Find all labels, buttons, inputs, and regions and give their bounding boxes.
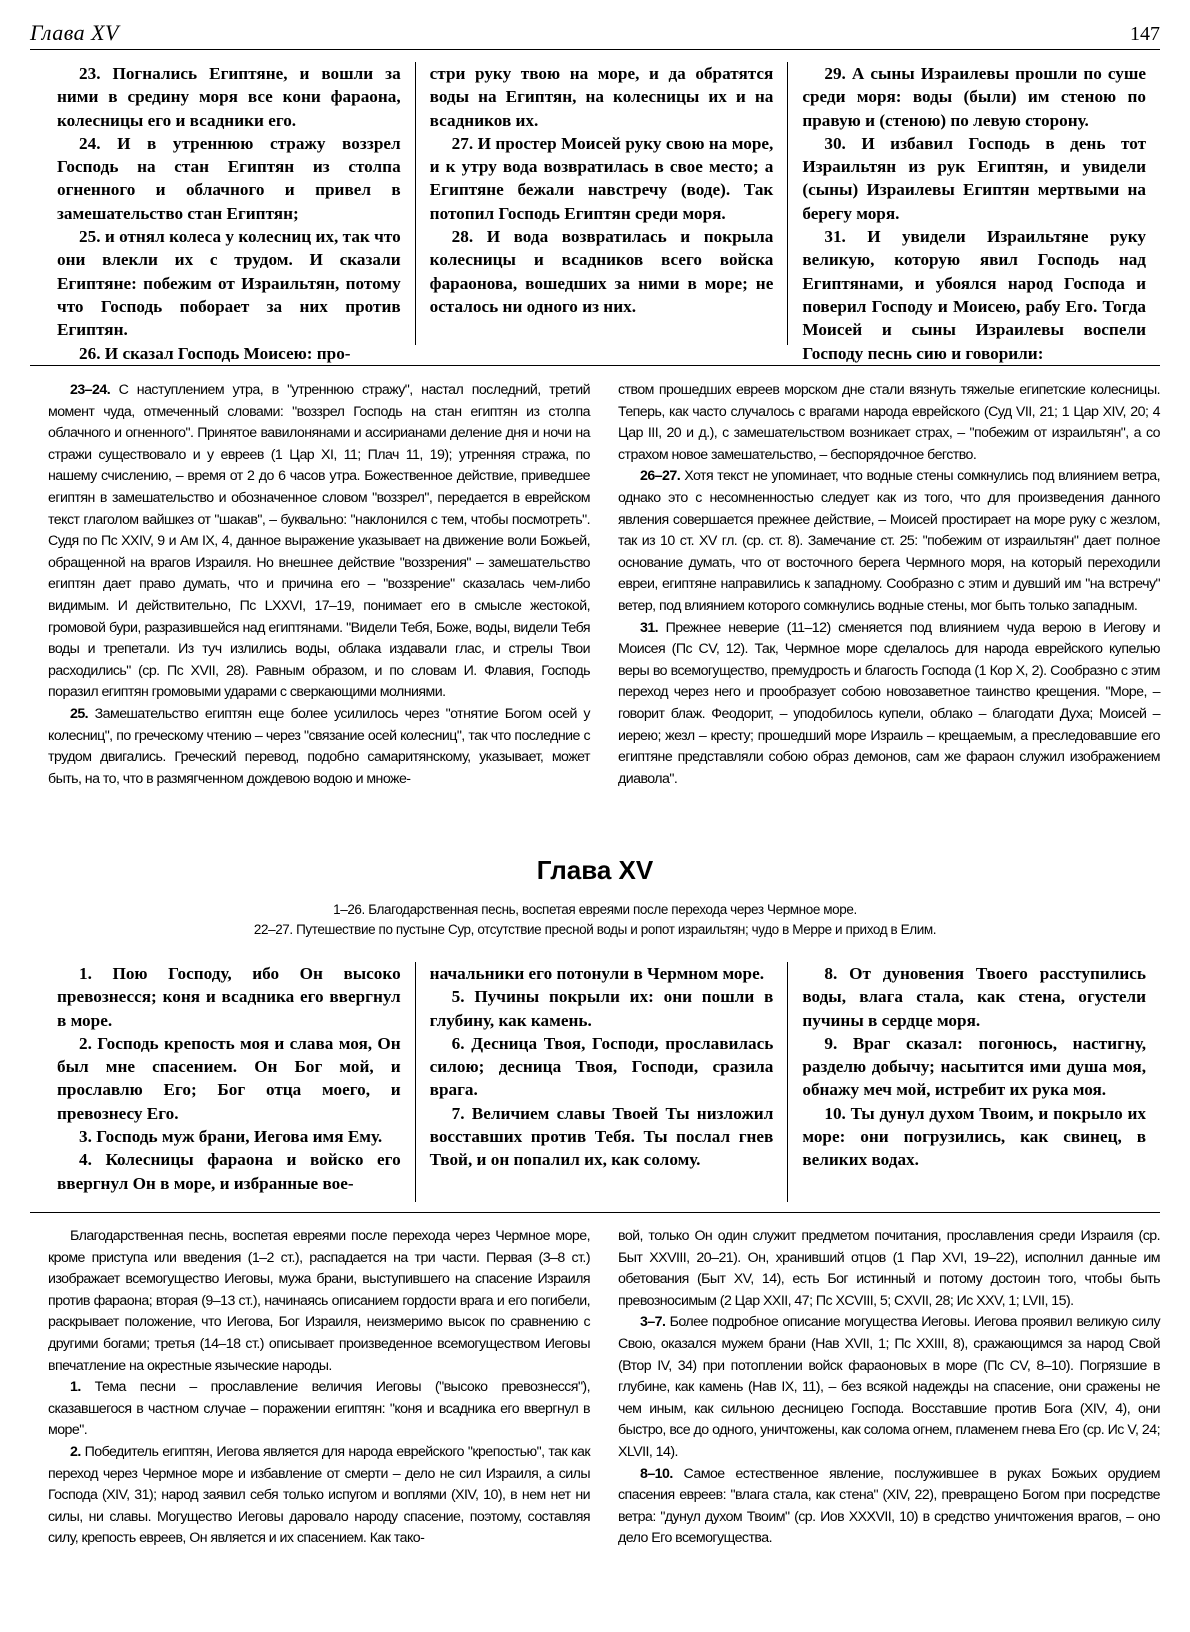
commentary-paragraph xyxy=(618,1312,1160,1463)
commentary-ref: 1. xyxy=(70,1379,81,1396)
verse-1: 1. Пою Господу, ибо Он высоко превознесся; коня и всадника его ввергнул в море. xyxy=(57,964,401,1030)
verse-10: 10. Ты дунул духом Твоим, и покрыло их море: они погрузились, как свинец, в великих водах. xyxy=(802,1103,1147,1170)
chapter-summary-line-2: 22–27. Путешествие по пустыне Сур, отсутствие пресной воды и ропот израильтян; чудо в Мерре и приход в Елим. xyxy=(253,922,937,937)
song-verses-col-1 xyxy=(45,962,415,1202)
commentary-continuation: вой, только Он один служит предметом почитания, прославления среди Израиля (ср. Быт XXVIII, 20–21). Он, хранивший отцов (1 Пар XVI, 19–22), исполнил данные им обетования (Быт XV, 14), есть Бог истинный и потому достоин того, чтобы быть превозносимым (2 Цар XXII, 47; Пс XCVIII, 5; CXVII, 28; Ис XXV, 1; LVII, 15). xyxy=(618,1228,1160,1309)
top-commentary-col-2 xyxy=(618,380,1160,830)
verse-28: 28. И вода возвратилась и покрыла колесницы и всадников всего войска фараонова, вошедших за ними в море; не осталось ни одного из них. xyxy=(429,227,774,316)
commentary-text: Прежнее неверие (11–12) сменяется под влиянием чуда верою в Иегову и Моисея (Пс CV, 12). Так, Чермное море сделалось для народа еврейского купелью веры во всемогущество, премудрость и благость Господа (1 Кор X, 2). Сообразно с этим переход через него и прообразует собою новозаветное таинство крещения. "Море, – говорит блаж. Феодорит, – уподобилось купели, облако – благодати Духа; Моисей – иерею; жезл – кресту; прошедший море Израиль – крещаемым, а преследовавшие его египтяне представляли собою образ демонов, сам же фараон служил изображением диавола". xyxy=(618,619,1160,787)
chapter-title: Глава XV xyxy=(536,855,654,885)
commentary-ref: 2. xyxy=(70,1443,81,1460)
chapter-summary xyxy=(0,900,1190,940)
song-verses xyxy=(45,962,1160,1202)
bottom-commentary xyxy=(48,1226,1160,1626)
commentary-ref: 26–27. xyxy=(640,468,681,485)
commentary-ref: 8–10. xyxy=(640,1465,673,1482)
commentary-text: Замешательство египтян еще более усилилось через "отнятие Богом осей у колесниц", по греческому чтению – через "связание осей колесниц", так что последние с трудом двигались. Греческий перевод, подобно самаритянскому, указывает, может быть, на то, что в размягченном дождевою водою и множе- xyxy=(48,705,590,787)
verse-31: 31. И увидели Израильтяне руку великую, которую явил Господь над Египтянами, и убоялся народ Господа и поверил Господу и Моисею, рабу Его. Тогда Моисей и сыны Израилевы воспели Господу песнь сию и говорили: xyxy=(802,227,1147,363)
top-verses-col-2 xyxy=(415,62,788,345)
commentary-ref: 3–7. xyxy=(640,1314,666,1331)
verse-25: 25. и отнял колеса у колесниц их, так что они влекли их с трудом. И сказали Египтяне: побежим от Израильтян, потому что Господь поборает за них против Египтян. xyxy=(57,227,401,340)
commentary-paragraph xyxy=(48,380,590,704)
bottom-commentary-col-2 xyxy=(618,1226,1160,1626)
top-commentary-col-1 xyxy=(48,380,590,830)
verse-6: 6. Десница Твоя, Господи, прославилась силою; десница Твоя, Господи, сразила врага. xyxy=(429,1033,774,1100)
verse-27: 27. И простер Моисей руку свою на море, и к утру вода возвратилась в свое место; а Египтяне бежали навстречу (воде). Так потопил Господь Египтян среди моря. xyxy=(429,133,774,223)
verse-26-continuation: стри руку твою на море, и да обратятся воды на Египтян, на колесницы их и на всадников их. xyxy=(429,64,774,130)
commentary-text: Хотя текст не упоминает, что водные стены сомкнулись под влиянием ветра, однако это с несомненностью следует как из того, что для произведения данного явления совершается прежнее действие, – Моисей простирает на море руку с жезлом, так из 10 ст. XV гл. (ср. ст. 8). Замечание ст. 25: "побежим от израильтян" дает полное основание думать, что от восточного берега Чермного моря, на который переходили евреи, египтяне направились к западному. Сообразно с этим и дувший им "на встречу" ветер, под влиянием которого сомкнулись водные стены, мог быть только западным. xyxy=(618,468,1160,614)
song-verses-col-2 xyxy=(415,962,788,1202)
divider-rule xyxy=(30,365,1160,366)
verse-8: 8. От дуновения Твоего расступились воды, влага стала, как стена, огустели пучины в сердце моря. xyxy=(802,964,1147,1030)
commentary-ref: 23–24. xyxy=(70,382,111,398)
verse-4: 4. Колесницы фараона и войско его ввергнул Он в море, и избранные вое- xyxy=(57,1150,401,1193)
commentary-text: С наступлением утра, в "утреннюю стражу", настал последний, третий момент чуда, отмеченный словами: "воззрел Господь на стан египтян из столпа облачного и огненного". Принятое вавилонянами и ассирианами деление дня и ночи на стражи существовало и у евреев (1 Цар XI, 11; Плач 11, 19); утренняя стража, по нашему счислению, – время от 2 до 6 часов утра. Божественное действие, приведшее египтян в замешательство и обозначенное словом "воззрел", передается в еврейском текст глаголом вайшкез от "шакав", – буквально: "наклонился с тем, чтобы посмотреть". Судя по Пс XXIV, 9 и Ам IX, 4, данное выражение указывает на движение воли Божьей, обращенной на врагов Израиля. Но внешнее действие "воззрения" – замешательство египтян дает право думать, что и причина его – "воззрение" сказалась чем-либо видимым. И действительно, Пс LXXVI, 17–19, понимает его в смысле жестокой, громовой бури, разразившейся над египтянами. "Видели Тебя, Боже, воды, видели Тебя воды и трепетали. Из туч излились воды, облака издавали глас, и стрелы Твои расходились" (ср. Пс XVII, 28). Равным образом, и по словам И. Флавия, Господь поразил египтян громовыми ударами с сверкающими молниями. xyxy=(48,382,590,701)
commentary-paragraph xyxy=(48,704,590,790)
top-verses-col-3 xyxy=(787,62,1160,363)
commentary-paragraph xyxy=(618,1464,1160,1550)
verse-24: 24. И в утреннюю стражу воззрел Господь на стан Египтян из столпа огненного и облачного и привел в замешательство стан Египтян; xyxy=(57,133,401,223)
commentary-text: Самое естественное явление, послужившее в руках Божьих орудием спасения евреев: "влага стала, как стена" (XIV, 22), превращено Богом при посредстве ветра: "дунул духом Твоим" (ср. Иов XXXVII, 10) в средство уничтожения врагов, – оно дело Его всемогущества. xyxy=(618,1465,1160,1547)
verse-7: 7. Величием славы Твоей Ты низложил восставших против Тебя. Ты послал гнев Твой, и он попалил их, как солому. xyxy=(429,1103,774,1170)
divider-rule xyxy=(30,1212,1160,1213)
song-verses-col-3 xyxy=(787,962,1160,1202)
running-head: Глава XV xyxy=(30,20,119,45)
commentary-ref: 25. xyxy=(70,705,89,722)
commentary-paragraph xyxy=(48,1442,590,1550)
top-verses-col-1 xyxy=(45,62,415,363)
chapter-summary-line-1: 1–26. Благодарственная песнь, воспетая евреями после перехода через Чермное море. xyxy=(333,902,857,917)
page-number: 147 xyxy=(1130,23,1160,45)
commentary-paragraph xyxy=(618,618,1160,791)
top-verses xyxy=(45,62,1160,363)
verse-5: 5. Пучины покрыли их: они пошли в глубину, как камень. xyxy=(429,987,774,1030)
commentary-text: Победитель египтян, Иегова является для народа еврейского "крепостью", так как переход через Чермное море и избавление от смерти – дело не сил Израиля, а силы Господа (XIV, 31); народ заявил себя только испугом и воплями (XIV, 10), в нем нет ни силы, ни славы. Могущество Иеговы даровало народу спасение, поэтому, составляя силу, крепость евреев, Он является и их спасением. Как тако- xyxy=(48,1443,590,1547)
verse-3: 3. Господь муж брани, Иегова имя Ему. xyxy=(79,1127,383,1147)
verse-26: 26. И сказал Господь Моисею: про- xyxy=(79,343,351,363)
commentary-text: Более подробное описание могущества Иеговы. Иегова проявил великую силу Свою, оказался мужем брани (Нав XVII, 1; Пс XXIII, 8), сражающимся за народ Свой (Втор IV, 34) при потоплении войск фараоновых в море (Пс CV, 8–10). Погрязшие в глубине, как камень (Нав IX, 11), – без всякой надежды на спасение, они сражены не чем иным, как сильною десницею Господа. Восставшие против Бога (XIV, 4), они быстро, все до одного, уничтожены, как солома огнем, пламенем гнева Его (ср. Ис V, 24; XLVII, 14). xyxy=(618,1314,1160,1460)
commentary-ref: 31. xyxy=(640,619,659,636)
verse-30: 30. И избавил Господь в день тот Израильтян из рук Египтян, и увидели (сыны) Израилевы Египтян мертвыми на берегу моря. xyxy=(802,133,1147,223)
commentary-paragraph xyxy=(618,466,1160,617)
commentary-paragraph xyxy=(48,1377,590,1442)
commentary-intro: Благодарственная песнь, воспетая евреями после перехода через Чермное море, кроме приступа или введения (1–2 ст.), распадается на три части. Первая (3–8 ст.) изображает всемогущество Иеговы, мужа брани, выступившего на спасение Израиля против фараона; вторая (9–13 ст.), начинаясь описанием гордости врага и его погибели, раскрывает положение, что Иегова, Бог Израиля, неизмеримо высок по сравнению с другими богами; третья (14–18 ст.) описывает произведенное всемогуществом Иеговы впечатление на окрестные языческие народы. xyxy=(48,1228,590,1374)
verse-2: 2. Господь крепость моя и слава моя, Он был мне спасением. Он Бог мой, и прославлю Его; Бог отца моего, и превознесу Его. xyxy=(57,1033,401,1123)
verse-4-continuation: начальники его потонули в Чермном море. xyxy=(429,964,765,983)
bottom-commentary-col-1 xyxy=(48,1226,590,1626)
verse-29: 29. А сыны Израилевы прошли по суше среди моря: воды (были) им стеною по правую и (стеною) по левую сторону. xyxy=(802,64,1147,130)
page-header xyxy=(30,18,1160,50)
commentary-text: Тема песни – прославление величия Иеговы ("высоко превознесся"), сказавшегося в частном случае – поражении египтян: "коня и всадника его ввергнул в море". xyxy=(48,1379,590,1439)
verse-23: 23. Погнались Египтяне, и вошли за ними в средину моря все кони фараона, колесницы его и всадники его. xyxy=(57,64,401,130)
verse-9: 9. Враг сказал: погонюсь, настигну, разделю добычу; насытится ими душа моя, обнажу меч мой, истребит их рука моя. xyxy=(802,1033,1147,1100)
top-commentary xyxy=(48,380,1160,830)
commentary-continuation: ством прошедших евреев морском дне стали вязнуть тяжелые египетские колесницы. Теперь, как часто случалось с врагами народа еврейского (Суд VII, 21; 1 Цар XIV, 20; 4 Цар III, 20 и д.), с замешательством возникает страх, – "побежим от израильтян", а со страхом новое замешательство, – беспорядочное бегство. xyxy=(618,382,1160,463)
